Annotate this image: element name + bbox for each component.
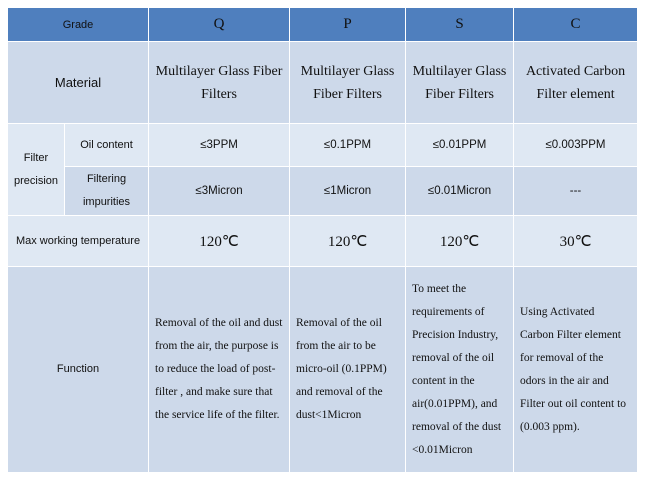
filter-precision-label: Filter precision bbox=[8, 124, 65, 216]
material-row bbox=[8, 42, 638, 124]
impurities-s: ≤0.01Micron bbox=[406, 167, 514, 216]
header-row bbox=[8, 8, 638, 42]
oil-content-label: Oil content bbox=[65, 124, 149, 167]
oil-content-row bbox=[8, 124, 638, 167]
oil-content-s: ≤0.01PPM bbox=[406, 124, 514, 167]
material-s: Multilayer Glass Fiber Filters bbox=[406, 42, 514, 124]
max-temp-c: 30℃ bbox=[514, 216, 638, 267]
max-temp-label: Max working temperature bbox=[8, 216, 149, 267]
filter-spec-table bbox=[7, 7, 638, 473]
function-q: Removal of the oil and dust from the air, the purpose is to reduce the load of post-filter , and make sure that the service life of the filter. bbox=[149, 267, 290, 473]
function-label: Function bbox=[8, 267, 149, 473]
max-temp-s: 120℃ bbox=[406, 216, 514, 267]
grade-label: Grade bbox=[8, 8, 149, 42]
material-p: Multilayer Glass Fiber Filters bbox=[290, 42, 406, 124]
function-c: Using Activated Carbon Filter element for removal of the odors in the air and Filter out oil content to (0.003 ppm). bbox=[514, 267, 638, 473]
function-p: Removal of the oil from the air to be micro-oil (0.1PPM) and removal of the dust<1Micron bbox=[290, 267, 406, 473]
filtering-impurities-label: Filtering impurities bbox=[65, 167, 149, 216]
function-row bbox=[8, 267, 638, 473]
impurities-q: ≤3Micron bbox=[149, 167, 290, 216]
filtering-impurities-row bbox=[8, 167, 638, 216]
oil-content-q: ≤3PPM bbox=[149, 124, 290, 167]
material-c: Activated Carbon Filter element bbox=[514, 42, 638, 124]
grade-s: S bbox=[406, 8, 514, 42]
material-label: Material bbox=[8, 42, 149, 124]
oil-content-p: ≤0.1PPM bbox=[290, 124, 406, 167]
grade-c: C bbox=[514, 8, 638, 42]
impurities-p: ≤1Micron bbox=[290, 167, 406, 216]
max-temp-row bbox=[8, 216, 638, 267]
function-s: To meet the requirements of Precision Industry, removal of the oil content in the air(0.01PPM), and removal of the dust <0.01Micron bbox=[406, 267, 514, 473]
oil-content-c: ≤0.003PPM bbox=[514, 124, 638, 167]
max-temp-p: 120℃ bbox=[290, 216, 406, 267]
grade-p: P bbox=[290, 8, 406, 42]
material-q: Multilayer Glass Fiber Filters bbox=[149, 42, 290, 124]
grade-q: Q bbox=[149, 8, 290, 42]
max-temp-q: 120℃ bbox=[149, 216, 290, 267]
impurities-c: --- bbox=[514, 167, 638, 216]
